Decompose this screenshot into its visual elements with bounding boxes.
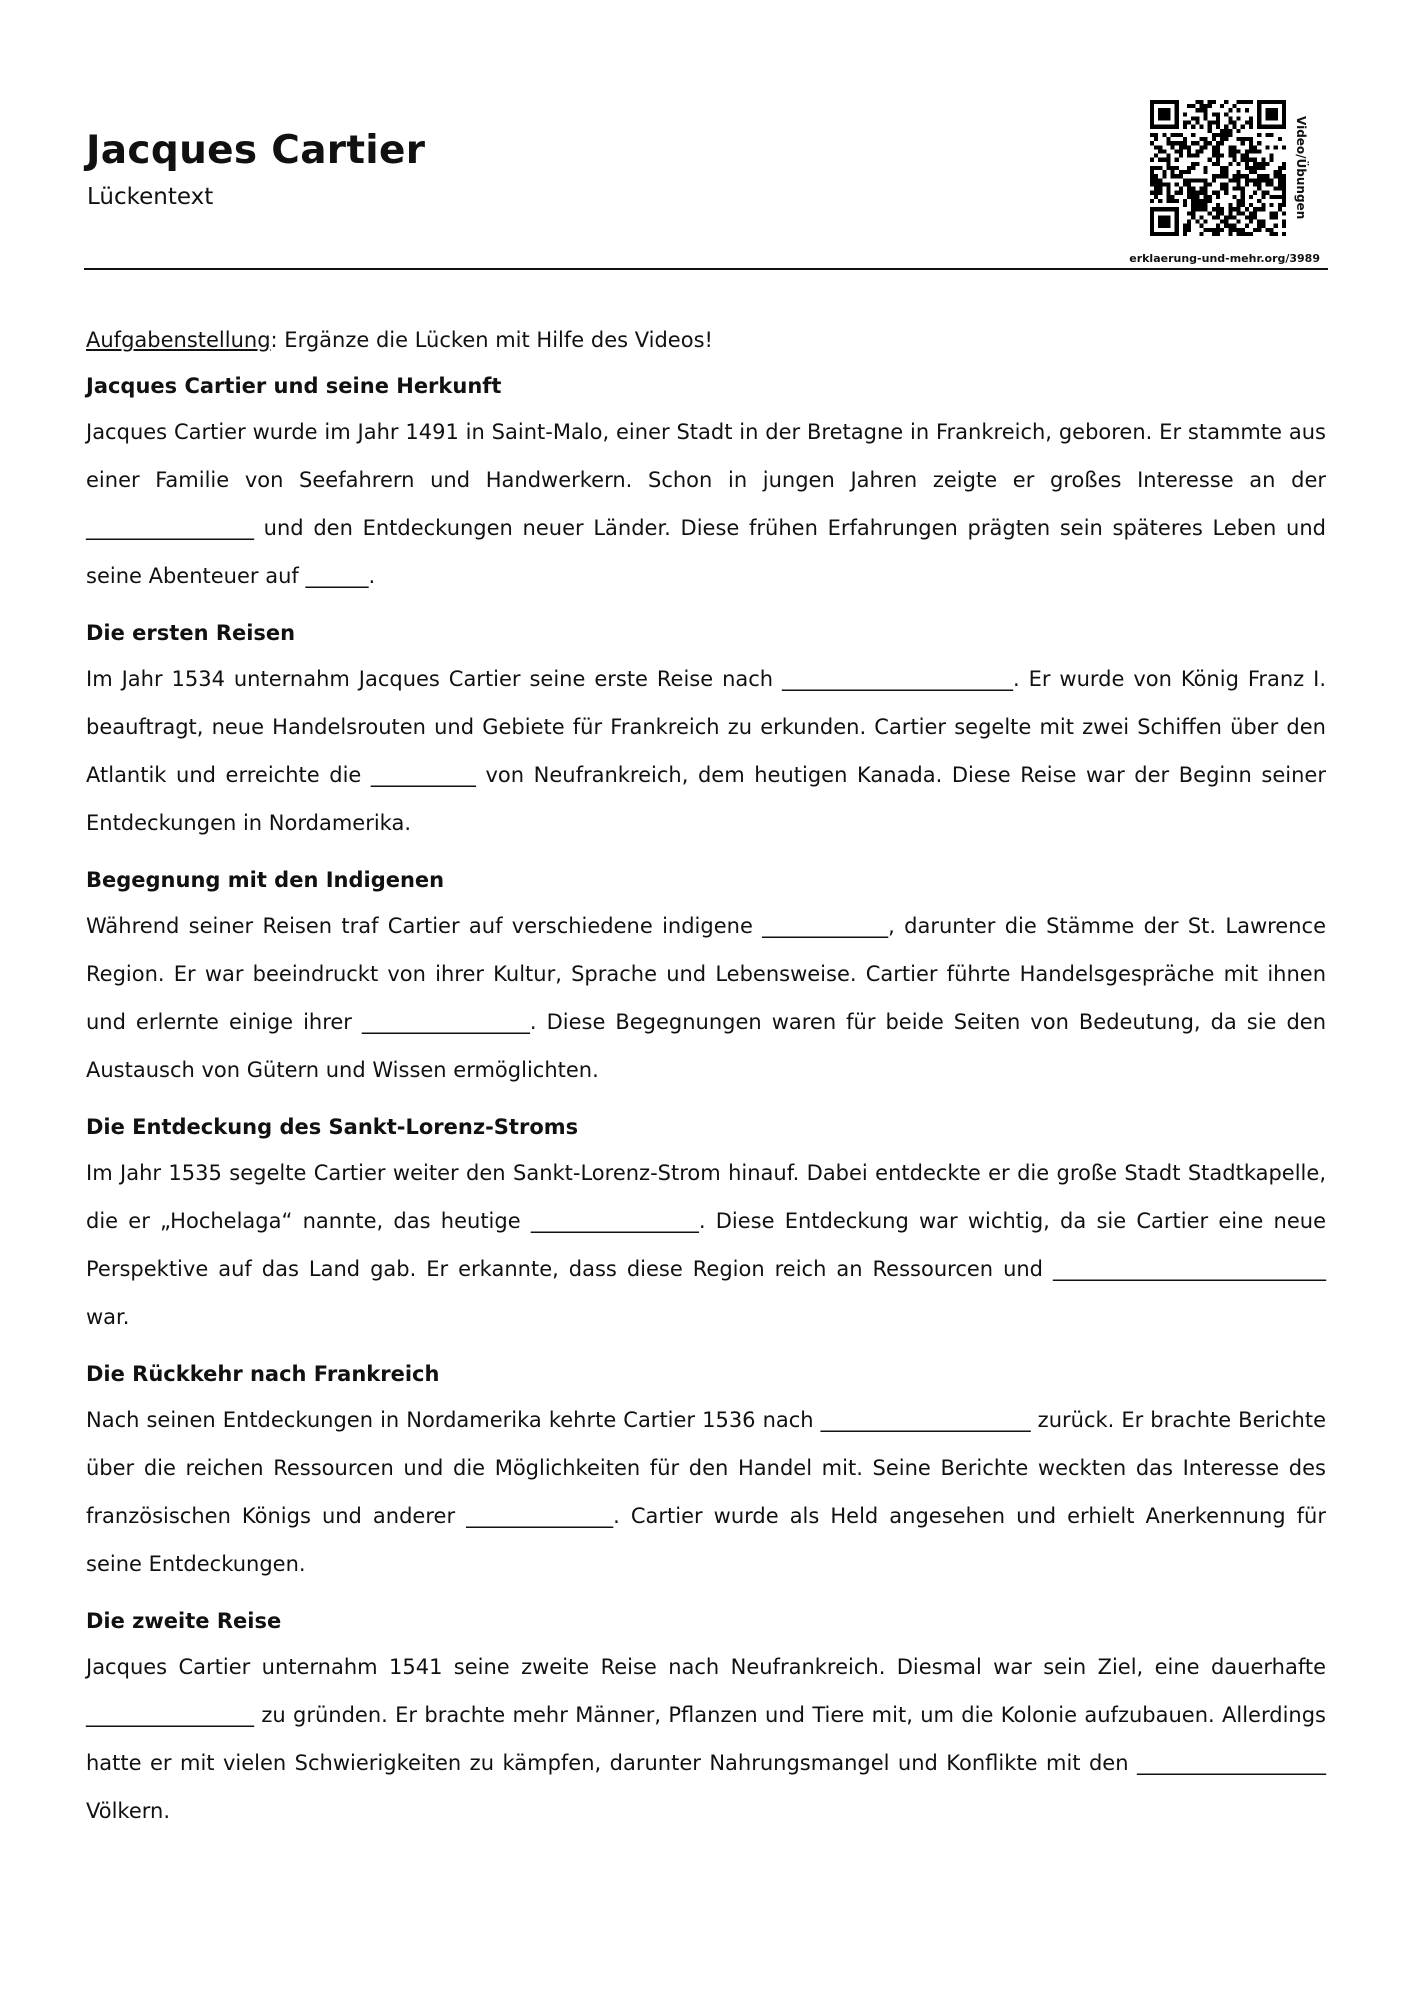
page-subtitle: Lückentext [87, 184, 214, 210]
section-text: Während seiner Reisen traf Cartier auf verschiedene indigene ____________, darunter die Stämme der St. Lawrence Region. Er war beeindruckt von ihrer Kultur, Sprache und Lebensweise. Cartier führte Handelsgespräche mit ihnen und erlernte einige ihrer ________________. Diese Begegnungen waren für beide Seiten von Bedeutung, da sie den Austausch von Gütern und Wissen ermöglichten. [86, 914, 1326, 1082]
section-heading: Die Rückkehr nach Frankreich [86, 1362, 440, 1386]
section-return-to-france [86, 1356, 1326, 1588]
header-divider [84, 268, 1328, 270]
section-first-voyages [86, 615, 1326, 847]
section-text: Jacques Cartier unternahm 1541 seine zweite Reise nach Neufrankreich. Diesmal war sein Ziel, eine dauerhafte ________________ zu gründen. Er brachte mehr Männer, Pflanzen und Tiere mit, um die Kolonie aufzubauen. Allerdings hatte er mit vielen Schwierigkeiten zu kämpfen, darunter Nahrungsmangel und Konflikte mit den __________________ Völkern. [86, 1655, 1326, 1823]
section-heading: Jacques Cartier und seine Herkunft [86, 374, 502, 398]
section-heading: Begegnung mit den Indigenen [86, 868, 445, 892]
section-origin [86, 368, 1326, 600]
section-text: Jacques Cartier wurde im Jahr 1491 in Saint-Malo, einer Stadt in der Bretagne in Frankreich, geboren. Er stammte aus einer Familie von Seefahrern und Handwerkern. Schon in jungen Jahren zeigte er großes Interesse an der ________________ und den Entdeckungen neuer Länder. Diese frühen Erfahrungen prägten sein späteres Leben und seine Abenteuer auf ______. [86, 420, 1326, 588]
section-heading: Die zweite Reise [86, 1609, 282, 1633]
video-exercises-label: Video/Übungen [1294, 116, 1308, 220]
section-text: Im Jahr 1535 segelte Cartier weiter den Sankt-Lorenz-Strom hinauf. Dabei entdeckte er die große Stadt Stadtkapelle, die er „Hochelaga“ nannte, das heutige ________________. Diese Entdeckung war wichtig, da sie Cartier eine neue Perspektive auf das Land gab. Er erkannte, dass diese Region reich an Ressourcen und __________________________ war. [86, 1161, 1326, 1329]
task-instruction-text: : Ergänze die Lücken mit Hilfe des Videos! [270, 328, 713, 352]
source-url: erklaerung-und-mehr.org/3989 [1129, 252, 1320, 265]
section-heading: Die ersten Reisen [86, 621, 296, 645]
section-indigenous-encounter [86, 862, 1326, 1094]
page-title: Jacques Cartier [86, 128, 426, 173]
section-st-lawrence-discovery [86, 1109, 1326, 1341]
task-instruction-label: Aufgabenstellung [86, 328, 271, 352]
task-instruction [86, 320, 1326, 360]
section-text: Nach seinen Entdeckungen in Nordamerika kehrte Cartier 1536 nach ____________________ zurück. Er brachte Berichte über die reichen Ressourcen und die Möglichkeiten für den Handel mit. Seine Berichte weckten das Interesse des französischen Königs und anderer ______________. Cartier wurde als Held angesehen und erhielt Anerkennung für seine Entdeckungen. [86, 1408, 1326, 1576]
qr-code-icon [1150, 100, 1286, 236]
section-heading: Die Entdeckung des Sankt-Lorenz-Stroms [86, 1115, 579, 1139]
section-text: Im Jahr 1534 unternahm Jacques Cartier seine erste Reise nach ______________________. Er wurde von König Franz I. beauftragt, neue Handelsrouten und Gebiete für Frankreich zu erkunden. Cartier segelte mit zwei Schiffen über den Atlantik und erreichte die __________ von Neufrankreich, dem heutigen Kanada. Diese Reise war der Beginn seiner Entdeckungen in Nordamerika. [86, 667, 1326, 835]
section-second-voyage [86, 1603, 1326, 1835]
worksheet-content [86, 320, 1326, 1850]
